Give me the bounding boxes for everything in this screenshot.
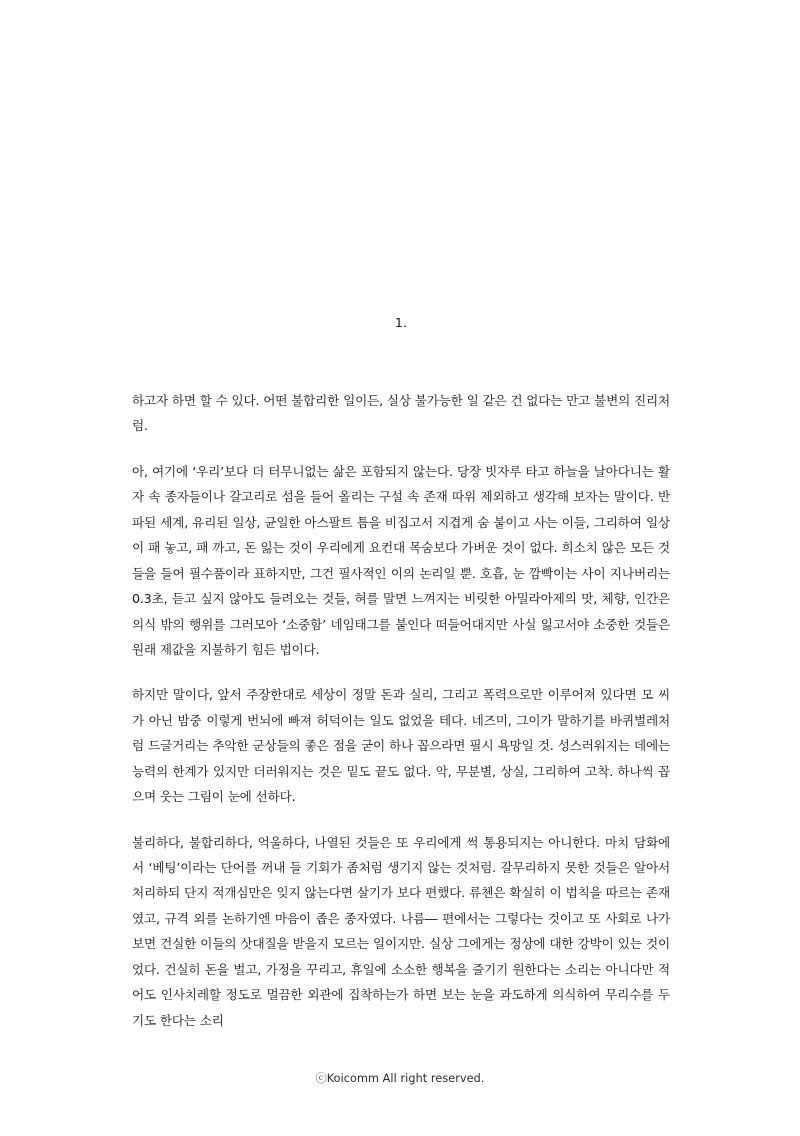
chapter-number: 1. [394,315,408,330]
paragraph: 하고자 하면 할 수 있다. 어떤 불합리한 일이든, 실상 불가능한 일 같은 건 없다는 만고 불변의 진리처럼. [132,393,670,434]
copyright-footer: ⓒKoicomm All right reserved. [315,1072,485,1085]
paragraph: 아, 여기에 ‘우리’보다 더 터무니없는 삶은 포함되지 않는다. 당장 빗자루 타고 하늘을 날아다니는 활자 속 종자들이나 갈고리로 섬을 들어 올리는 구설 속 존재 따위 제외하고 생각해 보자는 말이다. 반파된 세계, 유리된 일상, 균일한 아스팔트 틈을 비집고서 지겹게 숨 붙이고 사는 이들, 그리하여 일상이 패 놓고, 패 까고, 돈 잃는 것이 우리에게 요컨대 목숨보다 가벼운 것이 없다. 희소치 않은 모든 것들을 들어 필수품이라 표하지만, 그건 필사적인 이의 논리일 뿐. 호흡, 눈 깜빡이는 사이 지나버리는 0.3초, 듣고 싶지 않아도 들려오는 것들, 혀를 말면 느껴지는 비릿한 아밀라아제의 맛, 체향, 인간은 의식 밖의 행위를 그러모아 ‘소중함’ 네임태그를 붙인다 떠들어대지만 사실 잃고서야 소중한 것들은 원래 제값을 지불하기 힘든 법이다. [132,463,670,657]
paragraph: 불리하다, 불합리하다, 억울하다, 나열된 것들은 또 우리에게 썩 통용되지는 아니한다. 마치 담화에서 ‘베팅’이라는 단어를 꺼내 들 기회가 좀처럼 생기지 않는 것처럼. 갈무리하지 못한 것들은 알아서 처리하되 단지 적개심만은 잊지 않는다면 살기가 보다 편했다. 류첸은 확실히 이 법칙을 따르는 존재였고, 규격 외를 논하기엔 마음이 좁은 종자였다. 나름― 편에서는 그렇다는 것이고 또 사회로 나가보면 건실한 이들의 삿대질을 받을지 모르는 일이지만. 실상 그에게는 정상에 대한 강박이 있는 것이었다. 건실히 돈을 벌고, 가정을 꾸리고, 휴일에 소소한 행복을 즐기기 원한다는 소리는 아니다만 적어도 인사치레할 정도로 멀끔한 외관에 집착하는가 하면 보는 눈을 과도하게 의식하여 무리수를 두기도 한다는 소리 [132,834,670,1028]
paragraph: 하지만 말이다, 앞서 주장한대로 세상이 정말 돈과 실리, 그리고 폭력으로만 이루어져 있다면 모 씨가 아닌 밤중 이렇게 번뇌에 빠져 허덕이는 일도 없었을 테다. 네즈미, 그이가 말하기를 바퀴벌레처럼 드글거리는 추악한 군상들의 좋은 점을 굳이 하나 꼽으라면 필시 욕망일 것. 성스러워지는 데에는 능력의 한계가 있지만 더러워지는 것은 밑도 끝도 없다. 악, 무분별, 상실, 그리하여 고착. 하나씩 꼽으며 웃는 그림이 눈에 선하다. [132,687,670,805]
paragraph-list [132,388,670,1033]
document-body [132,0,670,1033]
